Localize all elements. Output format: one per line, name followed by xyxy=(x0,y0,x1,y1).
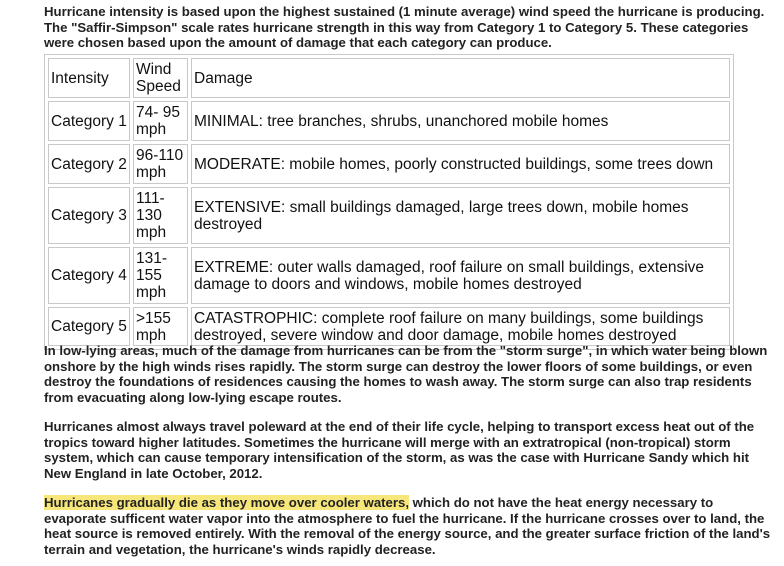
saffir-simpson-table xyxy=(44,54,734,350)
table-row xyxy=(48,187,730,244)
decay-text: which do not have the heat energy necessary to evaporate sufficent water vapor into the atmosphere to fuel the hurricane. If the hurricane crosses over to land, the heat source is removed entirely. With the removal of the energy source, and the greater surface friction of the land's terrain and vegetation, the hurricane's winds rapidly decrease. xyxy=(44,495,771,557)
highlighted-text: Hurricanes gradually die as they move over cooler waters, xyxy=(44,495,410,510)
cell-damage: CATASTROPHIC: complete roof failure on many buildings, some buildings destroyed, severe window and door damage, mobile homes destroyed xyxy=(191,307,730,346)
cell-damage: EXTENSIVE: small buildings damaged, large trees down, mobile homes destroyed xyxy=(191,187,730,244)
header-damage: Damage xyxy=(191,58,730,98)
cell-wind-speed: 131- 155 mph xyxy=(133,247,188,304)
table-row xyxy=(48,101,730,141)
table-row xyxy=(48,307,730,346)
cell-damage: MODERATE: mobile homes, poorly constructed buildings, some trees down xyxy=(191,144,730,184)
table-header-row xyxy=(48,58,730,98)
decay-paragraph xyxy=(44,495,774,557)
cell-intensity: Category 3 xyxy=(48,187,130,244)
cell-intensity: Category 5 xyxy=(48,307,130,346)
cell-intensity: Category 4 xyxy=(48,247,130,304)
intro-paragraph: Hurricane intensity is based upon the highest sustained (1 minute average) wind speed the hurricane is producing. The "Saffir-Simpson" scale rates hurricane strength in this way from Category 1 to Category 5. These categories were chosen based upon the amount of damage that each category can produce. xyxy=(44,4,765,51)
poleward-paragraph: Hurricanes almost always travel poleward at the end of their life cycle, helping to transport excess heat out of the tropics toward higher latitudes. Sometimes the hurricane will merge with an extratropical (non-tropical) storm system, which can cause temporary intensification of the storm, as was the case with Hurricane Sandy which hit New England in late October, 2012. xyxy=(44,419,755,481)
table-row xyxy=(48,144,730,184)
header-wind-speed: Wind Speed xyxy=(133,58,188,98)
table-row xyxy=(48,247,730,304)
cell-damage: EXTREME: outer walls damaged, roof failure on small buildings, extensive damage to doors and windows, mobile homes destroyed xyxy=(191,247,730,304)
cell-wind-speed: 74- 95 mph xyxy=(133,101,188,141)
cell-wind-speed: 111- 130 mph xyxy=(133,187,188,244)
cell-wind-speed: >155 mph xyxy=(133,307,188,346)
cell-intensity: Category 1 xyxy=(48,101,130,141)
cell-damage: MINIMAL: tree branches, shrubs, unanchored mobile homes xyxy=(191,101,730,141)
storm-surge-paragraph: In low-lying areas, much of the damage from hurricanes can be from the "storm surge", in which water being blown onshore by the high winds rises rapidly. The storm surge can destroy the lower floors of some buildings, or even destroy the foundations of residences causing the homes to wash away. The storm surge can also trap residents from evacuating along low-lying escape routes. xyxy=(44,343,768,405)
cell-wind-speed: 96-110 mph xyxy=(133,144,188,184)
cell-intensity: Category 2 xyxy=(48,144,130,184)
header-intensity: Intensity xyxy=(48,58,130,98)
